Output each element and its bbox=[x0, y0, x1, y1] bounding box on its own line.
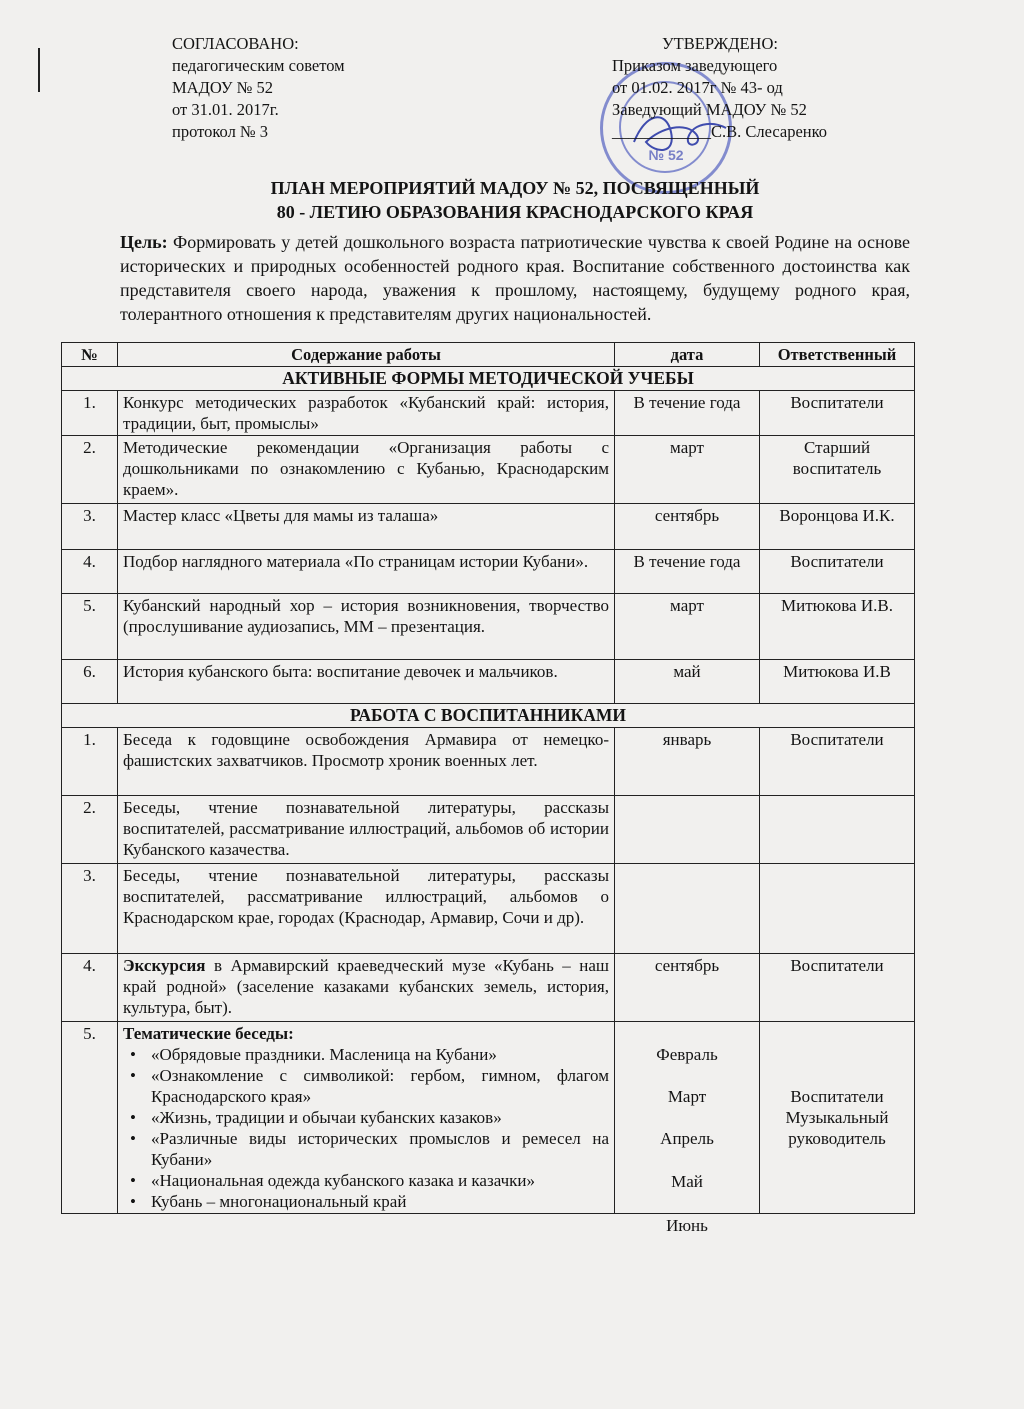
row-content: Методические рекомендации «Организация работы с дошкольниками по ознакомлению с Кубанью, Краснодарским краем». bbox=[118, 436, 615, 504]
header-num: № bbox=[62, 343, 118, 367]
row-date: май bbox=[615, 660, 760, 704]
row-date bbox=[615, 864, 760, 954]
excursion-text: в Армавирский краеведческий музе «Кубань – наш край родной» (заселение казаками кубанских земель, история, культура, быт). bbox=[123, 956, 609, 1017]
row-responsible: Митюкова И.В. bbox=[760, 594, 915, 660]
goal-paragraph bbox=[120, 230, 910, 326]
list-item: • «Различные виды исторических промыслов и ремесел на Кубани» bbox=[151, 1128, 609, 1170]
table-row bbox=[62, 504, 915, 550]
row-content: Подбор наглядного материала «По страницам истории Кубани». bbox=[118, 550, 615, 594]
row-responsible: Воспитатели bbox=[760, 391, 915, 436]
row-num: 3. bbox=[62, 504, 118, 550]
row-date: сентябрь bbox=[615, 954, 760, 1022]
row-content bbox=[118, 954, 615, 1022]
row-date: В течение года bbox=[615, 391, 760, 436]
document-title: ПЛАН МЕРОПРИЯТИЙ МАДОУ № 52, ПОСВЯЩЕННЫЙ bbox=[270, 178, 760, 198]
row-responsible: Воспитатели bbox=[760, 954, 915, 1022]
row-date: сентябрь bbox=[615, 504, 760, 550]
table-row bbox=[62, 1022, 915, 1214]
goal-text: Формировать у детей дошкольного возраста патриотические чувства к своей Родине на основе исторических и природных особенностей родного края. Воспитание собственного достоинства как представителя своего народа, уважения к прошлому, настоящему, будущему родного края, толерантного отношения к представителям других национальностей. bbox=[120, 232, 910, 324]
row-responsible: Воронцова И.К. bbox=[760, 504, 915, 550]
row-date bbox=[615, 796, 760, 864]
approved-line: ____________С.В. Слесаренко bbox=[612, 122, 828, 141]
row-responsible: Старший воспитатель bbox=[760, 436, 915, 504]
row-content bbox=[118, 1022, 615, 1214]
topic-date: Март bbox=[667, 1087, 707, 1106]
topics-list bbox=[123, 1044, 609, 1212]
agreed-block bbox=[172, 33, 345, 143]
topic-date: Июнь bbox=[666, 1216, 708, 1235]
row-content: Мастер класс «Цветы для мамы из талаша» bbox=[118, 504, 615, 550]
row-content: Конкурс методических разработок «Кубанский край: история, традиции, быт, промыслы» bbox=[118, 391, 615, 436]
table-row bbox=[62, 864, 915, 954]
row-date: март bbox=[615, 436, 760, 504]
row-num: 4. bbox=[62, 954, 118, 1022]
header-content: Содержание работы bbox=[118, 343, 615, 367]
row-date: В течение года bbox=[615, 550, 760, 594]
responsible-line: Воспитатели bbox=[790, 1087, 884, 1106]
section-title: АКТИВНЫЕ ФОРМЫ МЕТОДИЧЕСКОЙ УЧЕБЫ bbox=[62, 367, 915, 391]
stamp-number: № 52 bbox=[648, 147, 684, 163]
approved-line: от 01.02. 2017г № 43- од bbox=[612, 78, 783, 97]
table-row bbox=[62, 436, 915, 504]
list-item: • «Жизнь, традиции и обычаи кубанских казаков» bbox=[151, 1107, 609, 1128]
topic-date: Май bbox=[671, 1172, 703, 1191]
topic-date: Апрель bbox=[660, 1129, 714, 1148]
row-content: Кубанский народный хор – история возникновения, творчество (прослушивание аудиозапись, ММ – презентация. bbox=[118, 594, 615, 660]
agreed-line: МАДОУ № 52 bbox=[172, 78, 274, 97]
agreed-line: СОГЛАСОВАНО: bbox=[172, 34, 299, 53]
row-num: 3. bbox=[62, 864, 118, 954]
row-content: Беседа к годовщине освобождения Армавира от немецко-фашистских захватчиков. Просмотр хроник военных лет. bbox=[118, 728, 615, 796]
row-responsible bbox=[760, 864, 915, 954]
list-item: • «Ознакомление с символикой: гербом, гимном, флагом Краснодарского края» bbox=[151, 1065, 609, 1107]
responsible-line: руководитель bbox=[788, 1129, 886, 1148]
agreed-line: протокол № 3 bbox=[172, 122, 269, 141]
table-row bbox=[62, 954, 915, 1022]
table-header-row bbox=[62, 343, 915, 367]
row-responsible: Воспитатели bbox=[760, 550, 915, 594]
topic-date: Февраль bbox=[656, 1045, 718, 1064]
row-responsible: Воспитатели bbox=[760, 728, 915, 796]
table-row bbox=[62, 660, 915, 704]
table-row bbox=[62, 391, 915, 436]
margin-mark bbox=[38, 48, 40, 92]
row-num: 1. bbox=[62, 391, 118, 436]
approved-line: Приказом заведующего bbox=[612, 56, 778, 75]
section-heading-row bbox=[62, 704, 915, 728]
row-num: 5. bbox=[62, 594, 118, 660]
topics-heading: Тематические беседы: bbox=[123, 1024, 294, 1043]
list-item: • «Обрядовые праздники. Масленица на Кубани» bbox=[151, 1044, 609, 1065]
row-num: 5. bbox=[62, 1022, 118, 1214]
header-date: дата bbox=[615, 343, 760, 367]
row-date: январь bbox=[615, 728, 760, 796]
row-num: 2. bbox=[62, 436, 118, 504]
approved-line: УТВЕРЖДЕНО: bbox=[662, 34, 778, 53]
topic-dates bbox=[620, 1044, 754, 1235]
list-item: • «Национальная одежда кубанского казака и казачки» bbox=[151, 1170, 609, 1191]
agreed-line: от 31.01. 2017г. bbox=[172, 100, 279, 119]
table-row bbox=[62, 796, 915, 864]
row-num: 1. bbox=[62, 728, 118, 796]
row-content: История кубанского быта: воспитание девочек и мальчиков. bbox=[118, 660, 615, 704]
table-row bbox=[62, 550, 915, 594]
row-num: 6. bbox=[62, 660, 118, 704]
list-item: • Кубань – многонациональный край bbox=[151, 1191, 609, 1212]
row-date bbox=[615, 1022, 760, 1235]
row-num: 4. bbox=[62, 550, 118, 594]
plan-table bbox=[61, 342, 915, 1235]
row-content: Беседы, чтение познавательной литературы, рассказы воспитателей, рассматривание иллюстраций, альбомов о Краснодарском крае, городах (Краснодар, Армавир, Сочи и др). bbox=[118, 864, 615, 954]
row-date: март bbox=[615, 594, 760, 660]
section-title: РАБОТА С ВОСПИТАННИКАМИ bbox=[62, 704, 915, 728]
responsible-line: Музыкальный bbox=[785, 1108, 889, 1127]
approved-block bbox=[612, 33, 827, 143]
row-responsible bbox=[760, 796, 915, 864]
table-row bbox=[62, 594, 915, 660]
header-responsible: Ответственный bbox=[760, 343, 915, 367]
document-subtitle: 80 - ЛЕТИЮ ОБРАЗОВАНИЯ КРАСНОДАРСКОГО КРАЯ bbox=[276, 202, 754, 222]
section-heading-row bbox=[62, 367, 915, 391]
excursion-label: Экскурсия bbox=[123, 956, 206, 975]
table-row bbox=[62, 728, 915, 796]
row-num: 2. bbox=[62, 796, 118, 864]
agreed-line: педагогическим советом bbox=[172, 56, 345, 75]
row-responsible bbox=[760, 1022, 915, 1214]
goal-label: Цель: bbox=[120, 232, 168, 252]
approved-line: Заведующий МАДОУ № 52 bbox=[612, 100, 807, 119]
row-responsible: Митюкова И.В bbox=[760, 660, 915, 704]
row-content: Беседы, чтение познавательной литературы, рассказы воспитателей, рассматривание иллюстраций, альбомов об истории Кубанского казачества. bbox=[118, 796, 615, 864]
